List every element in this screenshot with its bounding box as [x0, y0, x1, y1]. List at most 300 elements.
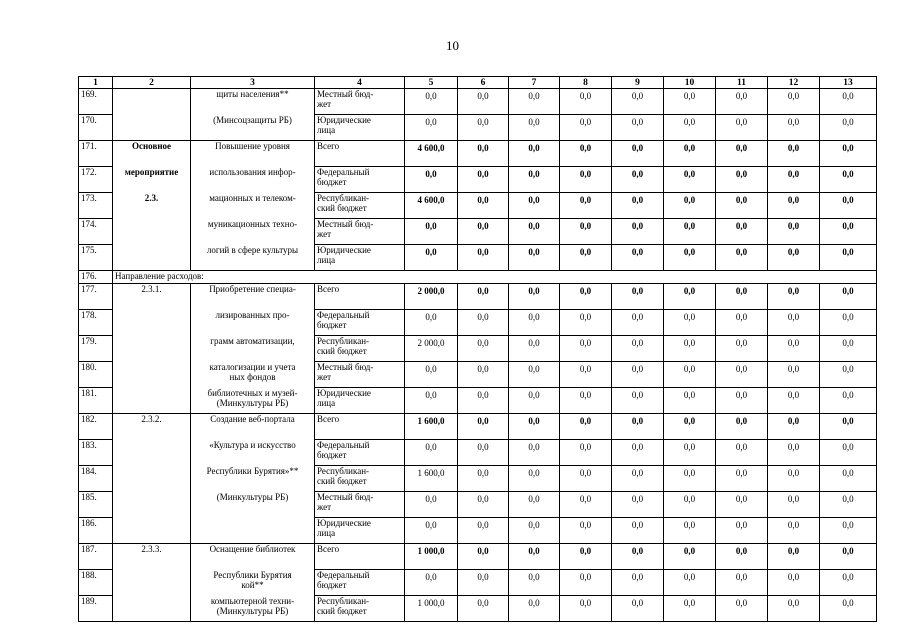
value-cell: 0,0	[716, 310, 768, 336]
value-cell: 0,0	[458, 518, 509, 544]
funding-source	[315, 492, 405, 518]
value-cell: 0,0	[560, 518, 612, 544]
value-cell: 0,0	[560, 284, 612, 310]
funding-source-line2: жет	[317, 99, 332, 109]
value-cell: 0,0	[716, 466, 768, 492]
row-number: 172.	[79, 167, 113, 193]
table-row	[79, 141, 877, 167]
header-cell-4: 4	[315, 77, 405, 89]
value-cell: 0,0	[768, 388, 820, 414]
measure-code	[113, 388, 191, 414]
table-row	[79, 115, 877, 141]
value-cell: 0,0	[405, 362, 458, 388]
value-cell: 1 000,0	[405, 544, 458, 570]
page-number: 10	[446, 38, 459, 53]
measure-description	[191, 362, 315, 388]
value-cell: 0,0	[612, 518, 664, 544]
value-cell: 0,0	[716, 115, 768, 141]
funding-source	[315, 141, 405, 167]
measure-code	[113, 245, 191, 271]
value-cell: 0,0	[716, 193, 768, 219]
funding-source-line1: Республикан-	[317, 466, 370, 476]
description-line: «Культура и искусство	[209, 439, 296, 450]
table-row	[79, 219, 877, 245]
value-cell: 0,0	[458, 466, 509, 492]
funding-source-line2: жет	[317, 502, 332, 512]
value-cell: 0,0	[509, 518, 560, 544]
value-cell: 0,0	[612, 141, 664, 167]
value-cell: 0,0	[612, 414, 664, 440]
row-number: 183.	[79, 440, 113, 466]
funding-source	[315, 570, 405, 596]
header-cell-5: 5	[405, 77, 458, 89]
funding-source-line1: Местный бюд-	[317, 362, 374, 372]
row-number: 182.	[79, 414, 113, 440]
value-cell: 0,0	[405, 89, 458, 115]
value-cell: 0,0	[405, 518, 458, 544]
value-cell: 0,0	[716, 167, 768, 193]
funding-source-line1: Местный бюд-	[317, 219, 374, 229]
measure-description	[191, 115, 315, 141]
budget-table	[78, 76, 877, 622]
value-cell: 0,0	[458, 89, 509, 115]
description-line: (Минкультуры РБ)	[216, 397, 289, 408]
value-cell: 0,0	[612, 167, 664, 193]
measure-code	[113, 466, 191, 492]
value-cell: 0,0	[458, 284, 509, 310]
header-cell-7: 7	[509, 77, 560, 89]
value-cell: 0,0	[820, 492, 877, 518]
value-cell: 0,0	[768, 167, 820, 193]
table-row	[79, 271, 877, 284]
value-cell: 0,0	[612, 388, 664, 414]
measure-description	[191, 492, 315, 518]
funding-source	[315, 466, 405, 492]
funding-source-line2: ский бюджет	[317, 346, 367, 356]
row-number: 173.	[79, 193, 113, 219]
row-number: 184.	[79, 466, 113, 492]
value-cell: 0,0	[768, 219, 820, 245]
measure-code: 2.3.	[113, 193, 191, 219]
funding-source-line1: Местный бюд-	[317, 89, 374, 99]
funding-source-line1: Федеральный	[317, 570, 370, 580]
funding-source-line2: ский бюджет	[317, 203, 367, 213]
value-cell: 0,0	[768, 570, 820, 596]
value-cell: 0,0	[612, 570, 664, 596]
measure-code: 2.3.1.	[113, 284, 191, 310]
funding-source-line1: Федеральный	[317, 310, 370, 320]
table-row	[79, 284, 877, 310]
description-line: муникационных техно-	[207, 218, 298, 229]
value-cell: 0,0	[560, 115, 612, 141]
value-cell: 0,0	[716, 518, 768, 544]
value-cell: 0,0	[820, 310, 877, 336]
description-line: каталогизации и учета	[209, 361, 296, 372]
value-cell: 0,0	[405, 388, 458, 414]
value-cell: 0,0	[509, 492, 560, 518]
value-cell: 0,0	[405, 492, 458, 518]
value-cell: 0,0	[560, 193, 612, 219]
description-line: Создание веб-портала	[210, 414, 295, 424]
value-cell: 0,0	[509, 245, 560, 271]
measure-code: 2.3.3.	[113, 544, 191, 570]
row-number: 174.	[79, 219, 113, 245]
description-line: ных фондов	[229, 371, 276, 382]
value-cell: 0,0	[664, 440, 716, 466]
funding-source-line1: Юридические	[317, 245, 371, 255]
value-cell: 0,0	[768, 518, 820, 544]
description-line: (Минкультуры РБ)	[216, 491, 289, 502]
value-cell: 0,0	[820, 544, 877, 570]
value-cell: 0,0	[560, 336, 612, 362]
funding-source	[315, 544, 405, 570]
funding-source-line1: Республикан-	[317, 596, 370, 606]
funding-source-line2: ский бюджет	[317, 476, 367, 486]
value-cell: 0,0	[560, 440, 612, 466]
funding-source	[315, 89, 405, 115]
description-line: мационных и телеком-	[209, 192, 296, 203]
value-cell: 0,0	[509, 388, 560, 414]
value-cell: 0,0	[716, 245, 768, 271]
row-number: 177.	[79, 284, 113, 310]
header-cell-11: 11	[716, 77, 768, 89]
row-number: 169.	[79, 89, 113, 115]
value-cell: 0,0	[716, 336, 768, 362]
value-cell: 1 000,0	[405, 596, 458, 622]
value-cell: 0,0	[664, 167, 716, 193]
measure-description	[191, 284, 315, 310]
value-cell: 0,0	[612, 310, 664, 336]
value-cell: 0,0	[768, 466, 820, 492]
measure-code	[113, 440, 191, 466]
value-cell: 0,0	[560, 466, 612, 492]
value-cell: 0,0	[820, 245, 877, 271]
value-cell: 0,0	[820, 388, 877, 414]
value-cell: 0,0	[560, 570, 612, 596]
header-cell-2: 2	[113, 77, 191, 89]
description-line: компьютерной техни-	[210, 595, 295, 606]
value-cell: 0,0	[768, 89, 820, 115]
value-cell: 0,0	[664, 466, 716, 492]
measure-code	[113, 596, 191, 622]
row-number: 187.	[79, 544, 113, 570]
funding-source-line1: Всего	[317, 414, 340, 424]
value-cell: 0,0	[458, 388, 509, 414]
value-cell: 0,0	[716, 362, 768, 388]
value-cell: 0,0	[458, 193, 509, 219]
funding-source-line1: Юридические	[317, 388, 371, 398]
value-cell: 1 600,0	[405, 414, 458, 440]
value-cell: 0,0	[664, 245, 716, 271]
measure-code: 2.3.2.	[113, 414, 191, 440]
funding-source-line2: бюджет	[317, 580, 347, 590]
value-cell: 0,0	[560, 596, 612, 622]
value-cell: 1 600,0	[405, 466, 458, 492]
value-cell: 0,0	[458, 596, 509, 622]
value-cell: 0,0	[509, 596, 560, 622]
measure-description	[191, 193, 315, 219]
value-cell: 0,0	[509, 362, 560, 388]
value-cell: 0,0	[716, 388, 768, 414]
value-cell: 0,0	[458, 414, 509, 440]
table-row	[79, 544, 877, 570]
table-row	[79, 440, 877, 466]
value-cell: 0,0	[405, 219, 458, 245]
description-line: Оснащение библиотек	[209, 544, 296, 554]
funding-source	[315, 284, 405, 310]
value-cell: 0,0	[560, 414, 612, 440]
funding-source-line2: бюджет	[317, 320, 347, 330]
value-cell: 0,0	[458, 141, 509, 167]
table-row	[79, 414, 877, 440]
value-cell: 0,0	[612, 115, 664, 141]
value-cell: 0,0	[768, 284, 820, 310]
measure-code	[113, 219, 191, 245]
value-cell: 0,0	[664, 362, 716, 388]
value-cell: 0,0	[664, 284, 716, 310]
funding-source	[315, 219, 405, 245]
value-cell: 4 600,0	[405, 141, 458, 167]
description-line: использования инфор-	[209, 166, 296, 177]
value-cell: 0,0	[768, 310, 820, 336]
funding-source	[315, 414, 405, 440]
value-cell: 0,0	[664, 570, 716, 596]
value-cell: 0,0	[509, 141, 560, 167]
header-cell-3: 3	[191, 77, 315, 89]
funding-source	[315, 167, 405, 193]
funding-source-line1: Федеральный	[317, 167, 370, 177]
row-number: 175.	[79, 245, 113, 271]
value-cell: 0,0	[664, 336, 716, 362]
value-cell: 0,0	[458, 362, 509, 388]
value-cell: 0,0	[509, 284, 560, 310]
measure-description	[191, 570, 315, 596]
description-line: Республики Бурятия	[213, 569, 292, 580]
value-cell: 0,0	[716, 544, 768, 570]
funding-source	[315, 596, 405, 622]
table-row	[79, 570, 877, 596]
value-cell: 0,0	[612, 89, 664, 115]
value-cell: 0,0	[664, 193, 716, 219]
value-cell: 0,0	[768, 245, 820, 271]
value-cell: 0,0	[509, 310, 560, 336]
value-cell: 0,0	[612, 219, 664, 245]
measure-description	[191, 440, 315, 466]
funding-source-line1: Федеральный	[317, 440, 370, 450]
funding-source	[315, 440, 405, 466]
value-cell: 0,0	[560, 544, 612, 570]
funding-source-line2: жет	[317, 372, 332, 382]
funding-source-line1: Всего	[317, 284, 340, 294]
value-cell: 0,0	[820, 284, 877, 310]
value-cell: 0,0	[716, 414, 768, 440]
header-cell-8: 8	[560, 77, 612, 89]
value-cell: 0,0	[820, 336, 877, 362]
funding-source-line2: лица	[317, 528, 336, 538]
row-number: 185.	[79, 492, 113, 518]
table-header-row	[79, 77, 877, 89]
measure-code	[113, 570, 191, 596]
value-cell: 0,0	[560, 362, 612, 388]
value-cell: 0,0	[820, 193, 877, 219]
funding-source-line1: Юридические	[317, 518, 371, 528]
funding-source-line2: лица	[317, 255, 336, 265]
description-line: грамм автоматизации,	[210, 335, 295, 346]
value-cell: 0,0	[664, 492, 716, 518]
value-cell: 0,0	[509, 544, 560, 570]
value-cell: 0,0	[664, 115, 716, 141]
measure-description	[191, 388, 315, 414]
value-cell: 0,0	[820, 89, 877, 115]
direction-label: Направление расходов:	[113, 271, 877, 284]
value-cell: 0,0	[405, 440, 458, 466]
description-line: Приобретение специа-	[209, 284, 296, 294]
table-row	[79, 310, 877, 336]
funding-source	[315, 388, 405, 414]
measure-description	[191, 89, 315, 115]
measure-description	[191, 544, 315, 570]
value-cell: 0,0	[768, 544, 820, 570]
value-cell: 0,0	[509, 193, 560, 219]
measure-description	[191, 310, 315, 336]
value-cell: 0,0	[716, 492, 768, 518]
value-cell: 0,0	[509, 336, 560, 362]
description-line: щиты населения**	[216, 89, 289, 99]
value-cell: 0,0	[509, 167, 560, 193]
value-cell: 0,0	[560, 388, 612, 414]
value-cell: 0,0	[612, 466, 664, 492]
value-cell: 0,0	[509, 89, 560, 115]
value-cell: 0,0	[820, 219, 877, 245]
value-cell: 0,0	[820, 115, 877, 141]
value-cell: 0,0	[820, 167, 877, 193]
value-cell: 0,0	[820, 414, 877, 440]
value-cell: 0,0	[458, 492, 509, 518]
value-cell: 0,0	[458, 310, 509, 336]
value-cell: 0,0	[560, 141, 612, 167]
row-number: 171.	[79, 141, 113, 167]
value-cell: 0,0	[509, 219, 560, 245]
measure-code	[113, 89, 191, 115]
measure-code: мероприятие	[113, 167, 191, 193]
funding-source	[315, 336, 405, 362]
value-cell: 0,0	[458, 115, 509, 141]
value-cell: 0,0	[612, 245, 664, 271]
measure-description	[191, 245, 315, 271]
row-number: 189.	[79, 596, 113, 622]
description-line: Республики Бурятия»**	[206, 465, 299, 476]
table-row	[79, 245, 877, 271]
value-cell: 0,0	[716, 596, 768, 622]
value-cell: 0,0	[768, 193, 820, 219]
value-cell: 0,0	[509, 466, 560, 492]
measure-code	[113, 362, 191, 388]
funding-source	[315, 362, 405, 388]
measure-code	[113, 310, 191, 336]
measure-description	[191, 596, 315, 622]
value-cell: 0,0	[768, 492, 820, 518]
funding-source-line1: Всего	[317, 141, 340, 151]
description-line: библиотечных и музей-	[207, 387, 298, 398]
table-row	[79, 167, 877, 193]
value-cell: 0,0	[560, 167, 612, 193]
value-cell: 0,0	[664, 596, 716, 622]
header-cell-10: 10	[664, 77, 716, 89]
description-line: кой**	[241, 579, 264, 590]
table-row	[79, 596, 877, 622]
value-cell: 0,0	[458, 440, 509, 466]
header-cell-1: 1	[79, 77, 113, 89]
value-cell: 0,0	[768, 115, 820, 141]
value-cell: 0,0	[509, 414, 560, 440]
row-number: 170.	[79, 115, 113, 141]
row-number: 181.	[79, 388, 113, 414]
funding-source-line1: Республикан-	[317, 336, 370, 346]
value-cell: 0,0	[820, 466, 877, 492]
table-row	[79, 518, 877, 544]
row-number: 188.	[79, 570, 113, 596]
value-cell: 0,0	[612, 284, 664, 310]
funding-source-line1: Местный бюд-	[317, 492, 374, 502]
value-cell: 0,0	[458, 219, 509, 245]
value-cell: 0,0	[458, 336, 509, 362]
row-number: 186.	[79, 518, 113, 544]
value-cell: 0,0	[560, 219, 612, 245]
value-cell: 0,0	[612, 336, 664, 362]
value-cell: 0,0	[458, 544, 509, 570]
funding-source-line2: бюджет	[317, 450, 347, 460]
value-cell: 0,0	[716, 141, 768, 167]
funding-source-line1: Республикан-	[317, 193, 370, 203]
measure-description	[191, 518, 315, 544]
value-cell: 0,0	[768, 596, 820, 622]
table-row	[79, 466, 877, 492]
table-row	[79, 193, 877, 219]
table-row	[79, 336, 877, 362]
description-line: (Минсоцзащиты РБ)	[213, 114, 292, 125]
value-cell: 0,0	[405, 115, 458, 141]
header-cell-12: 12	[768, 77, 820, 89]
funding-source-line2: лица	[317, 398, 336, 408]
value-cell: 0,0	[509, 115, 560, 141]
value-cell: 0,0	[768, 336, 820, 362]
value-cell: 0,0	[560, 245, 612, 271]
value-cell: 0,0	[820, 596, 877, 622]
value-cell: 0,0	[405, 245, 458, 271]
funding-source	[315, 115, 405, 141]
value-cell: 0,0	[405, 570, 458, 596]
value-cell: 0,0	[716, 440, 768, 466]
value-cell: 0,0	[820, 141, 877, 167]
table-row	[79, 89, 877, 115]
funding-source-line2: ский бюджет	[317, 606, 367, 616]
row-number: 178.	[79, 310, 113, 336]
row-number: 180.	[79, 362, 113, 388]
description-line: лизированных про-	[215, 309, 290, 320]
measure-description	[191, 219, 315, 245]
funding-source-line1: Всего	[317, 544, 340, 554]
measure-code	[113, 115, 191, 141]
table-row	[79, 492, 877, 518]
value-cell: 0,0	[612, 492, 664, 518]
value-cell: 0,0	[716, 570, 768, 596]
value-cell: 0,0	[509, 440, 560, 466]
value-cell: 0,0	[716, 219, 768, 245]
measure-description	[191, 167, 315, 193]
measure-description	[191, 466, 315, 492]
measure-code: Основное	[113, 141, 191, 167]
row-number: 176.	[79, 271, 113, 284]
